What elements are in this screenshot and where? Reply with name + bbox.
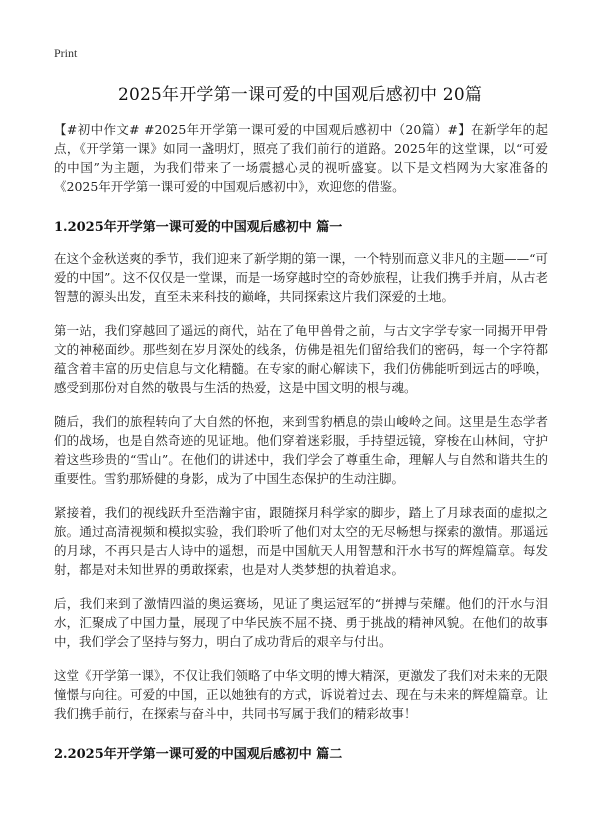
section-1-paragraph-6: 这堂《开学第一课》，不仅让我们领略了中华文明的博大精深，更激发了我们对未来的无限憧憬与向往。可爱的中国，正以她独有的方式，诉说着过去、现在与未来的辉煌篇章。让我们携手前行，在探索与奋斗中，共同书写属于我们的精彩故事！ xyxy=(54,668,548,721)
section-1-paragraph-5: 后，我们来到了激情四溢的奥运赛场，见证了奥运冠军的“拼搏与荣耀。他们的汗水与泪水，汇聚成了中国力量，展现了中华民族不屈不挠、勇于挑战的精神风貌。在他们的故事中，我们学会了坚持与努力，明白了成功背后的艰辛与付出。 xyxy=(54,596,548,649)
section-1-paragraph-2: 第一站，我们穿越回了遥远的商代，站在了龟甲兽骨之前，与古文字学专家一同揭开甲骨文的神秘面纱。那些刻在岁月深处的线条，仿佛是祖先们留给我们的密码，每一个字符都蕴含着丰富的历史信息与文化精髓。在专家的耐心解读下，我们仿佛能听到远古的呼唤，感受到那份对自然的敬畏与生活的热爱，这是中国文明的根与魂。 xyxy=(54,323,548,395)
section-heading-1: 1.2025年开学第一课可爱的中国观后感初中 篇一 xyxy=(54,220,343,235)
section-1-paragraph-4: 紧接着，我们的视线跃升至浩瀚宇宙，跟随探月科学家的脚步，踏上了月球表面的虚拟之旅。通过高清视频和模拟实验，我们聆听了他们对太空的无尽畅想与探索的激情。那遥远的月球，不再只是古人诗中的遥想，而是中国航天人用智慧和汗水书写的辉煌篇章。每发射，都是对未知世界的勇敢探索，也是对人类梦想的执着追求。 xyxy=(54,505,548,577)
page-title: 2025年开学第一课可爱的中国观后感初中 20篇 xyxy=(117,85,483,105)
article-body xyxy=(54,120,548,776)
intro-paragraph: 【#初中作文# #2025年开学第一课可爱的中国观后感初中（20篇）#】在新学年的起点，《开学第一课》如同一盏明灯，照亮了我们前行的道路。2025年的这堂课，以“可爱的中国”为主题，为我们带来了一场震撼心灵的视听盛宴。以下是文档网为大家准备的《2025年开学第一课可爱的中国观后感初中》，欢迎您的借鉴。 xyxy=(54,122,548,194)
section-1-paragraph-1: 在这个金秋送爽的季节，我们迎来了新学期的第一课，一个特别而意义非凡的主题——“可爱的中国”。这不仅仅是一堂课，而是一场穿越时空的奇妙旅程，让我们携手并肩，从古老智慧的源头出发，直至未来科技的巅峰，共同探索这片我们深爱的土地。 xyxy=(54,251,548,304)
section-1-paragraph-3: 随后，我们的旅程转向了大自然的怀抱，来到雪豹栖息的崇山峻岭之间。这里是生态学者们的战场，也是自然奇迹的见证地。他们穿着迷彩服，手持望远镜，穿梭在山林间，守护着这些珍贵的“雪山”。在他们的讲述中，我们学会了尊重生命，理解人与自然和谐共生的重要性。雪豹那矫健的身影，成为了中国生态保护的生动注脚。 xyxy=(54,414,548,486)
print-label: Print xyxy=(54,46,78,60)
section-heading-2: 2.2025年开学第一课可爱的中国观后感初中 篇二 xyxy=(54,747,343,762)
